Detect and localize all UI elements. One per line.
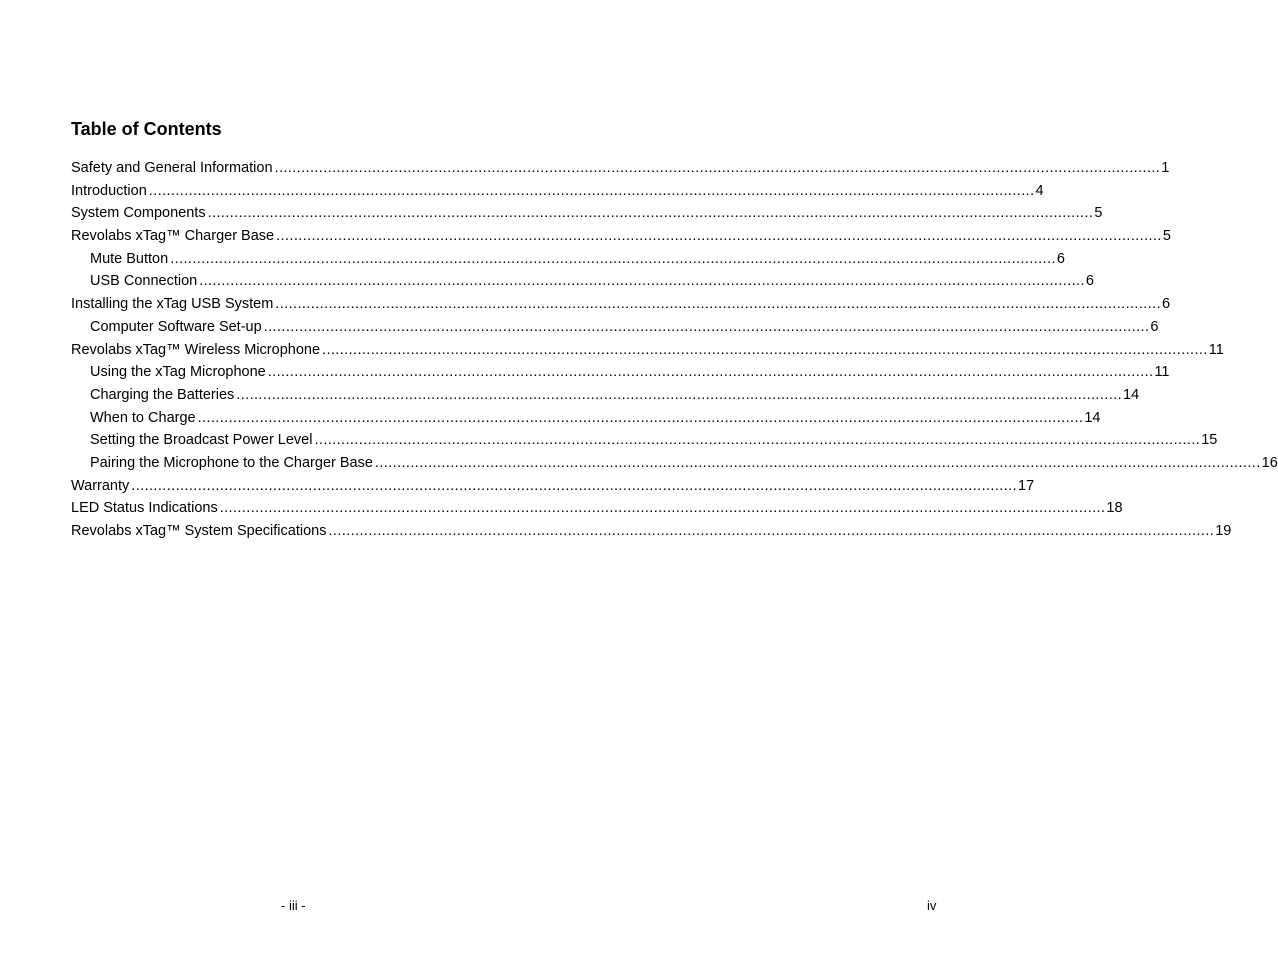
- toc-entry[interactable]: [71, 384, 1140, 407]
- toc-entry[interactable]: [71, 180, 1044, 203]
- toc-entry-label: Computer Software Set-up: [90, 318, 262, 335]
- toc-leader-dots: ........................................................................................................................................................................................................: [197, 409, 1084, 426]
- toc-entry-page: 5: [1162, 228, 1171, 245]
- toc-entry-page: 6: [1056, 250, 1065, 267]
- toc-entry-label: Setting the Broadcast Power Level: [90, 432, 313, 449]
- toc-entry-label: When to Charge: [90, 409, 196, 426]
- toc-leader-dots: ........................................................................................................................................................................................................: [263, 318, 1150, 335]
- toc-leader-dots: ........................................................................................................................................................................................................: [236, 386, 1122, 403]
- toc-entry-label: Revolabs xTag™ Charger Base: [71, 228, 275, 245]
- toc-entry-label: Revolabs xTag™ System Specifications: [71, 523, 327, 539]
- toc-leader-dots: ........................................................................................................................................................................................................: [314, 432, 1201, 449]
- toc-entry-label: Warranty: [71, 477, 130, 494]
- toc-leader-dots: ........................................................................................................................................................................................................: [276, 228, 1162, 245]
- toc-entry[interactable]: [71, 248, 1065, 271]
- toc-entry[interactable]: [71, 407, 1101, 430]
- toc-entry[interactable]: [71, 429, 1218, 452]
- toc-entry[interactable]: [71, 361, 1170, 384]
- toc-leader-dots: ........................................................................................................................................................................................................: [374, 454, 1261, 471]
- toc-entry-page: 6: [1085, 273, 1094, 290]
- toc-entry[interactable]: [71, 452, 1278, 475]
- toc-entry-page: 6: [1150, 318, 1159, 335]
- toc-entry-page: 14: [1084, 409, 1101, 426]
- toc-leader-dots: ........................................................................................................................................................................................................: [267, 364, 1154, 381]
- toc-leader-dots: ........................................................................................................................................................................................................: [199, 273, 1085, 290]
- toc-entry-label: Revolabs xTag™ Wireless Microphone: [71, 341, 321, 358]
- toc-entry-label: Installing the xTag USB System: [71, 296, 274, 313]
- toc-entry[interactable]: [71, 497, 1123, 520]
- toc-entry-label: Mute Button: [90, 250, 169, 267]
- toc-leader-dots: ........................................................................................................................................................................................................: [322, 341, 1208, 358]
- toc-entry[interactable]: [71, 316, 1159, 339]
- toc-entry-label: USB Connection: [90, 273, 198, 290]
- page-number-right: iv: [927, 898, 937, 913]
- toc-entry-page: 17: [1018, 477, 1035, 494]
- toc-entry-label: Using the xTag Microphone: [90, 364, 266, 381]
- toc-entry[interactable]: [71, 339, 1224, 362]
- toc-entry[interactable]: [71, 157, 1170, 180]
- toc-entry-page: 18: [1106, 500, 1123, 517]
- toc-entry-page: 4: [1035, 182, 1044, 199]
- toc-entry[interactable]: [71, 202, 1103, 225]
- toc-entry-page: 19: [1215, 523, 1232, 539]
- toc-leader-dots: ........................................................................................................................................................................................................: [170, 250, 1056, 267]
- toc-entry[interactable]: [71, 225, 1171, 248]
- toc-entry-label: Safety and General Information: [71, 160, 273, 176]
- toc-entry-page: 15: [1201, 432, 1218, 449]
- toc-leader-dots: ........................................................................................................................................................................................................: [274, 160, 1161, 176]
- toc-entry-label: LED Status Indications: [71, 500, 218, 517]
- toc-entry[interactable]: [71, 475, 1035, 498]
- toc-entry-page: 6: [1162, 296, 1171, 313]
- toc-title: Table of Contents: [71, 119, 222, 139]
- toc-entry[interactable]: [71, 270, 1094, 293]
- toc-entry-page: 5: [1094, 205, 1103, 222]
- toc-entry-page: 11: [1154, 364, 1170, 381]
- toc-entry-page: 16: [1261, 454, 1278, 471]
- toc-leader-dots: ........................................................................................................................................................................................................: [328, 523, 1215, 539]
- toc-entry-page: 14: [1123, 386, 1140, 403]
- toc-leader-dots: ........................................................................................................................................................................................................: [207, 205, 1094, 222]
- toc-list: [71, 157, 1278, 543]
- page-number-left: - iii -: [281, 898, 306, 913]
- toc-entry-label: System Components: [71, 205, 206, 222]
- toc-leader-dots: ........................................................................................................................................................................................................: [131, 477, 1017, 494]
- toc-leader-dots: ........................................................................................................................................................................................................: [275, 296, 1162, 313]
- toc-entry-page: 1: [1161, 160, 1170, 176]
- toc-leader-dots: ........................................................................................................................................................................................................: [219, 500, 1106, 517]
- toc-entry-label: Introduction: [71, 182, 147, 199]
- toc-entry[interactable]: [71, 520, 1232, 543]
- toc-entry-page: 11: [1208, 341, 1224, 358]
- toc-entry-label: Pairing the Microphone to the Charger Base: [90, 454, 373, 471]
- toc-entry[interactable]: [71, 293, 1171, 316]
- toc-leader-dots: ........................................................................................................................................................................................................: [148, 182, 1035, 199]
- toc-entry-label: Charging the Batteries: [90, 386, 235, 403]
